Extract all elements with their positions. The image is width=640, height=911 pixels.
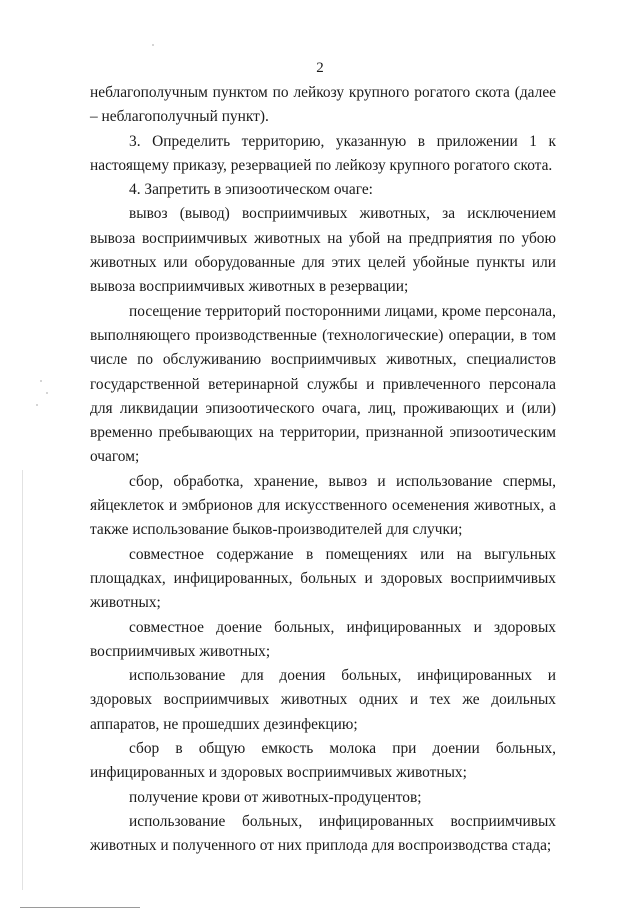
page-number: 2 (316, 60, 324, 76)
paragraph-item-4: 4. Запретить в эпизоотическом очаге: (129, 181, 373, 199)
scan-speck (40, 380, 42, 382)
scan-edge-line (22, 470, 23, 890)
paragraph-prohibition: сбор в общую емкость молока при доении больных, инфицированных и здоровых восприимчивых животных; (90, 740, 556, 782)
paragraph-prohibition: сбор, обработка, хранение, вывоз и использование спермы, яйцеклеток и эмбрионов для искусственного осеменения животных, а также использование быков-производителей для случки; (90, 472, 556, 539)
paragraph-prohibition: вывоз (вывод) восприимчивых животных, за исключением вывоза восприимчивых животных на убой на предприятия по убою животных или оборудованные для этих целей убойные пункты или вывоза восприимчивых животных в резервации; (90, 205, 556, 296)
document-body (90, 81, 556, 859)
paragraph-prohibition: совместное содержание в помещениях или на выгульных площадках, инфицированных, больных и здоровых восприимчивых животных; (90, 545, 556, 612)
scan-bottom-line (20, 907, 140, 908)
paragraph-prohibition: посещение территорий посторонними лицами, кроме персонала, выполняющего производственные (технологические) операции, в том числе по обслуживанию восприимчивых животных, специалистов государственной ветеринарной службы и привлеченного персонала для ликвидации эпизоотического очага, лиц, проживающих и (или) временно пребывающих на территории, признанной эпизоотическим очагом; (90, 302, 556, 466)
paragraph-prohibition: совместное доение больных, инфицированных и здоровых восприимчивых животных; (90, 618, 556, 660)
paragraph-prohibition: использование больных, инфицированных восприимчивых животных и полученного от них приплода для воспроизводства стада; (90, 812, 556, 855)
scan-speck (152, 44, 154, 46)
paragraph-prohibition: получение крови от животных-продуцентов; (129, 788, 422, 806)
scan-speck (36, 404, 38, 406)
scan-speck (46, 392, 48, 394)
paragraph-item-3: 3. Определить территорию, указанную в приложении 1 к настоящему приказу, резервацией по лейкозу крупного рогатого скота. (90, 132, 556, 174)
paragraph-continuation: неблагополучным пунктом по лейкозу крупного рогатого скота (далее – неблагополучный пункт). (90, 84, 556, 126)
paragraph-prohibition: использование для доения больных, инфицированных и здоровых восприимчивых животных одних и тех же доильных аппаратов, не прошедших дезинфекцию; (90, 667, 556, 733)
